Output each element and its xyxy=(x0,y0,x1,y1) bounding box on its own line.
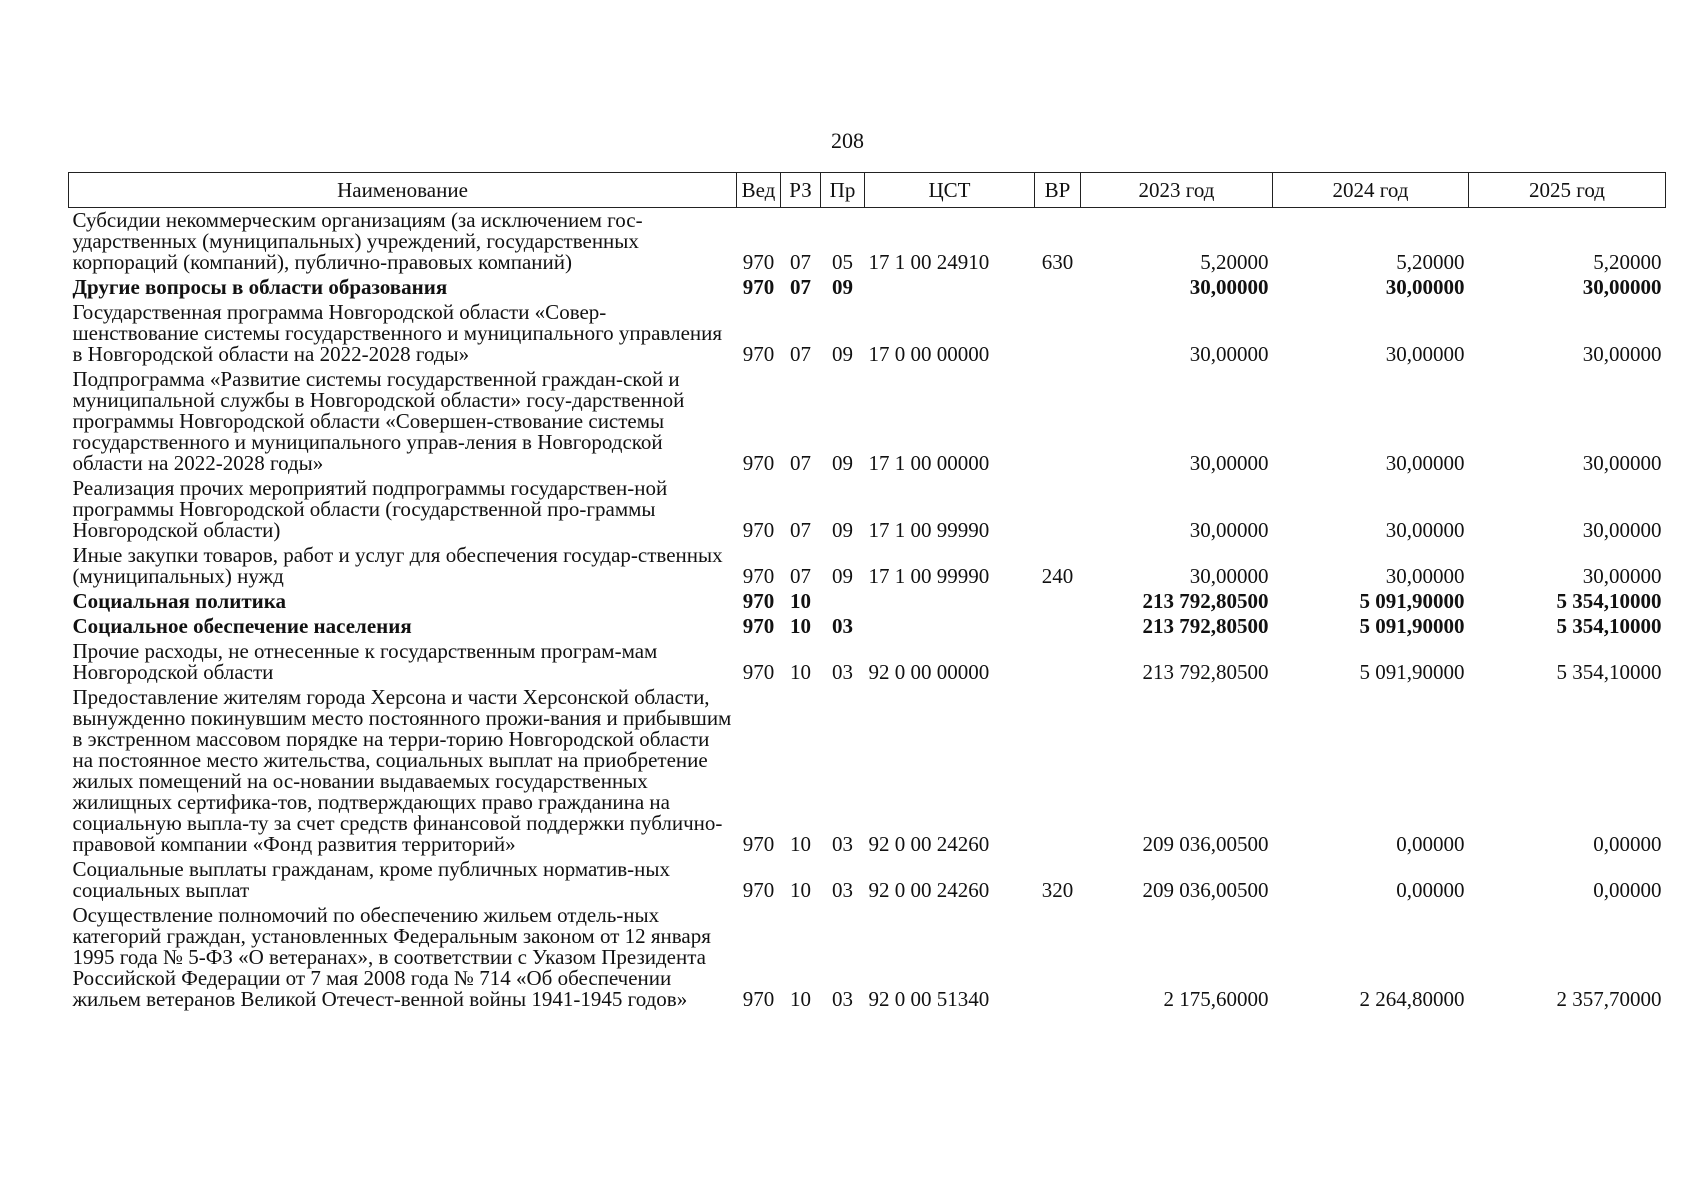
header-pr: Пр xyxy=(821,173,865,208)
row-rz: 07 xyxy=(790,564,811,588)
row-cst: 92 0 00 51340 xyxy=(868,987,990,1011)
row-pr: 09 xyxy=(832,342,853,366)
row-cst xyxy=(865,614,1035,639)
row-name: Подпрограмма «Развитие системы государственной граждан-ской и муниципальной службы в Новгородской области» госу-дарственной программы Новгородской области «Совершен-ствование системы государственного и муниципального управ-ления в Новгородской области на 2022-2028 годы» xyxy=(72,367,685,475)
row-name: Субсидии некоммерческим организациям (за исключением гос-ударственных (муниципальных) учреждений, государственных корпораций (компаний), публично-правовых компаний) xyxy=(72,208,643,274)
row-value-2023: 213 792,80500 xyxy=(1142,660,1269,684)
row-value-2023: 209 036,00500 xyxy=(1142,832,1269,856)
row-rz: 10 xyxy=(790,660,811,684)
row-rz: 10 xyxy=(790,832,811,856)
row-pr xyxy=(821,589,865,614)
row-value-2025: 0,00000 xyxy=(1593,832,1662,856)
row-value-2023: 209 036,00500 xyxy=(1142,878,1269,902)
row-value-2025: 5 354,10000 xyxy=(1556,614,1662,638)
header-rz: РЗ xyxy=(781,173,821,208)
row-name: Осуществление полномочий по обеспечению жильем отдель-ных категорий граждан, установленных Федеральным законом от 12 января 1995 года № 5-ФЗ «О ветеранах», в соответствии с Указом Президента Российской Федерации от 7 мая 2008 года № 714 «Об обеспечении жильем ветеранов Великой Отечест-венной войны 1941-1945 годов» xyxy=(72,903,711,1011)
row-pr: 03 xyxy=(832,614,853,638)
row-ved: 970 xyxy=(742,564,775,588)
row-rz: 07 xyxy=(790,451,811,475)
row-cst xyxy=(865,589,1035,614)
row-vr xyxy=(1035,685,1081,857)
row-ved: 970 xyxy=(742,878,775,902)
row-value-2024: 30,00000 xyxy=(1385,275,1465,299)
row-rz: 07 xyxy=(790,342,811,366)
row-ved: 970 xyxy=(742,275,775,299)
row-value-2025: 5 354,10000 xyxy=(1556,589,1662,613)
row-cst: 17 0 00 00000 xyxy=(868,342,990,366)
budget-table xyxy=(68,172,1666,1012)
table-row xyxy=(69,589,1666,614)
header-ved: Вед xyxy=(737,173,781,208)
row-pr: 03 xyxy=(832,832,853,856)
row-vr xyxy=(1035,614,1081,639)
row-ved: 970 xyxy=(742,342,775,366)
row-value-2023: 30,00000 xyxy=(1189,564,1269,588)
row-rz: 10 xyxy=(790,987,811,1011)
row-ved: 970 xyxy=(742,250,775,274)
row-value-2024: 5 091,90000 xyxy=(1359,589,1465,613)
table-row xyxy=(69,903,1666,1012)
row-ved: 970 xyxy=(742,451,775,475)
row-rz: 07 xyxy=(790,250,811,274)
row-vr: 320 xyxy=(1041,878,1074,902)
row-name: Государственная программа Новгородской области «Совер-шенствование системы государственного и муниципального управления в Новгородской области на 2022-2028 годы» xyxy=(72,300,723,366)
row-vr xyxy=(1035,589,1081,614)
row-name: Иные закупки товаров, работ и услуг для обеспечения государ-ственных (муниципальных) нужд xyxy=(72,543,723,588)
row-value-2025: 2 357,70000 xyxy=(1556,987,1662,1011)
row-name: Реализация прочих мероприятий подпрограммы государствен-ной программы Новгородской области (государственной про-граммы Новгородской области) xyxy=(72,476,668,542)
row-name: Прочие расходы, не отнесенные к государственным програм-мам Новгородской области xyxy=(72,639,658,684)
table-row xyxy=(69,639,1666,685)
header-cst: ЦСТ xyxy=(865,173,1035,208)
row-rz: 10 xyxy=(790,878,811,902)
table-row xyxy=(69,614,1666,639)
row-value-2024: 0,00000 xyxy=(1396,832,1465,856)
row-value-2023: 213 792,80500 xyxy=(1142,614,1269,638)
row-value-2024: 5,20000 xyxy=(1396,250,1465,274)
row-rz: 10 xyxy=(790,589,811,613)
table-row xyxy=(69,685,1666,857)
row-value-2024: 30,00000 xyxy=(1385,564,1465,588)
row-value-2025: 30,00000 xyxy=(1582,275,1662,299)
table-row xyxy=(69,367,1666,476)
header-2025: 2025 год xyxy=(1469,173,1666,208)
row-vr: 240 xyxy=(1041,564,1074,588)
header-name: Наименование xyxy=(69,173,737,208)
row-rz: 10 xyxy=(790,614,811,638)
row-pr: 03 xyxy=(832,987,853,1011)
row-value-2025: 30,00000 xyxy=(1582,342,1662,366)
row-value-2023: 213 792,80500 xyxy=(1142,589,1269,613)
row-vr xyxy=(1035,367,1081,476)
row-cst: 92 0 00 00000 xyxy=(868,660,990,684)
row-pr: 09 xyxy=(832,451,853,475)
row-value-2024: 30,00000 xyxy=(1385,451,1465,475)
row-value-2025: 30,00000 xyxy=(1582,451,1662,475)
row-cst xyxy=(865,275,1035,300)
row-pr: 03 xyxy=(832,878,853,902)
row-value-2025: 5 354,10000 xyxy=(1556,660,1662,684)
row-pr: 09 xyxy=(832,564,853,588)
row-value-2024: 2 264,80000 xyxy=(1359,987,1465,1011)
header-2023: 2023 год xyxy=(1081,173,1273,208)
header-2024: 2024 год xyxy=(1273,173,1469,208)
row-value-2024: 0,00000 xyxy=(1396,878,1465,902)
row-ved: 970 xyxy=(742,832,775,856)
page-number: 208 xyxy=(831,128,864,153)
row-vr xyxy=(1035,300,1081,367)
row-vr xyxy=(1035,639,1081,685)
row-ved: 970 xyxy=(742,987,775,1011)
table-row xyxy=(69,476,1666,543)
row-cst: 17 1 00 00000 xyxy=(868,451,990,475)
row-value-2023: 30,00000 xyxy=(1189,451,1269,475)
row-value-2025: 30,00000 xyxy=(1582,518,1662,542)
table-header-row xyxy=(69,173,1666,208)
row-rz: 07 xyxy=(790,275,811,299)
row-value-2024: 5 091,90000 xyxy=(1359,660,1465,684)
table-row xyxy=(69,300,1666,367)
row-value-2023: 30,00000 xyxy=(1189,342,1269,366)
row-name: Другие вопросы в области образования xyxy=(72,275,448,299)
row-value-2025: 30,00000 xyxy=(1582,564,1662,588)
table-row xyxy=(69,857,1666,903)
row-pr: 03 xyxy=(832,660,853,684)
table-body xyxy=(69,208,1666,1013)
row-value-2025: 0,00000 xyxy=(1593,878,1662,902)
row-vr xyxy=(1035,903,1081,1012)
row-cst: 17 1 00 24910 xyxy=(868,250,990,274)
row-pr: 09 xyxy=(832,518,853,542)
row-value-2024: 5 091,90000 xyxy=(1359,614,1465,638)
row-name: Социальное обеспечение населения xyxy=(72,614,412,638)
row-vr xyxy=(1035,275,1081,300)
table-row xyxy=(69,543,1666,589)
row-value-2023: 2 175,60000 xyxy=(1163,987,1269,1011)
row-rz: 07 xyxy=(790,518,811,542)
row-name: Социальная политика xyxy=(72,589,287,613)
row-value-2024: 30,00000 xyxy=(1385,342,1465,366)
row-ved: 970 xyxy=(742,518,775,542)
row-pr: 05 xyxy=(832,250,853,274)
row-ved: 970 xyxy=(742,589,775,613)
row-ved: 970 xyxy=(742,614,775,638)
header-vr: ВР xyxy=(1035,173,1081,208)
row-name: Предоставление жителям города Херсона и части Херсонской области, вынужденно покинувшим место постоянного прожи-вания и прибывшим в экстренном массовом порядке на терри-торию Новгородской области на постоянное место жительства, социальных выплат на приобретение жилых помещений на ос-новании выдаваемых государственных жилищных сертифика-тов, подтверждающих право гражданина на социальную выпла-ту за счет средств финансовой поддержки публично-правовой компании «Фонд развития территорий» xyxy=(72,685,732,856)
row-cst: 92 0 00 24260 xyxy=(868,878,990,902)
row-value-2023: 5,20000 xyxy=(1200,250,1269,274)
row-pr: 09 xyxy=(832,275,853,299)
row-value-2023: 30,00000 xyxy=(1189,518,1269,542)
row-cst: 17 1 00 99990 xyxy=(868,518,990,542)
row-vr: 630 xyxy=(1041,250,1074,274)
row-cst: 92 0 00 24260 xyxy=(868,832,990,856)
row-value-2023: 30,00000 xyxy=(1189,275,1269,299)
row-cst: 17 1 00 99990 xyxy=(868,564,990,588)
table-row xyxy=(69,208,1666,276)
table-row xyxy=(69,275,1666,300)
row-name: Социальные выплаты гражданам, кроме публичных норматив-ных социальных выплат xyxy=(72,857,670,902)
row-ved: 970 xyxy=(742,660,775,684)
row-vr xyxy=(1035,476,1081,543)
row-value-2024: 30,00000 xyxy=(1385,518,1465,542)
row-value-2025: 5,20000 xyxy=(1593,250,1662,274)
